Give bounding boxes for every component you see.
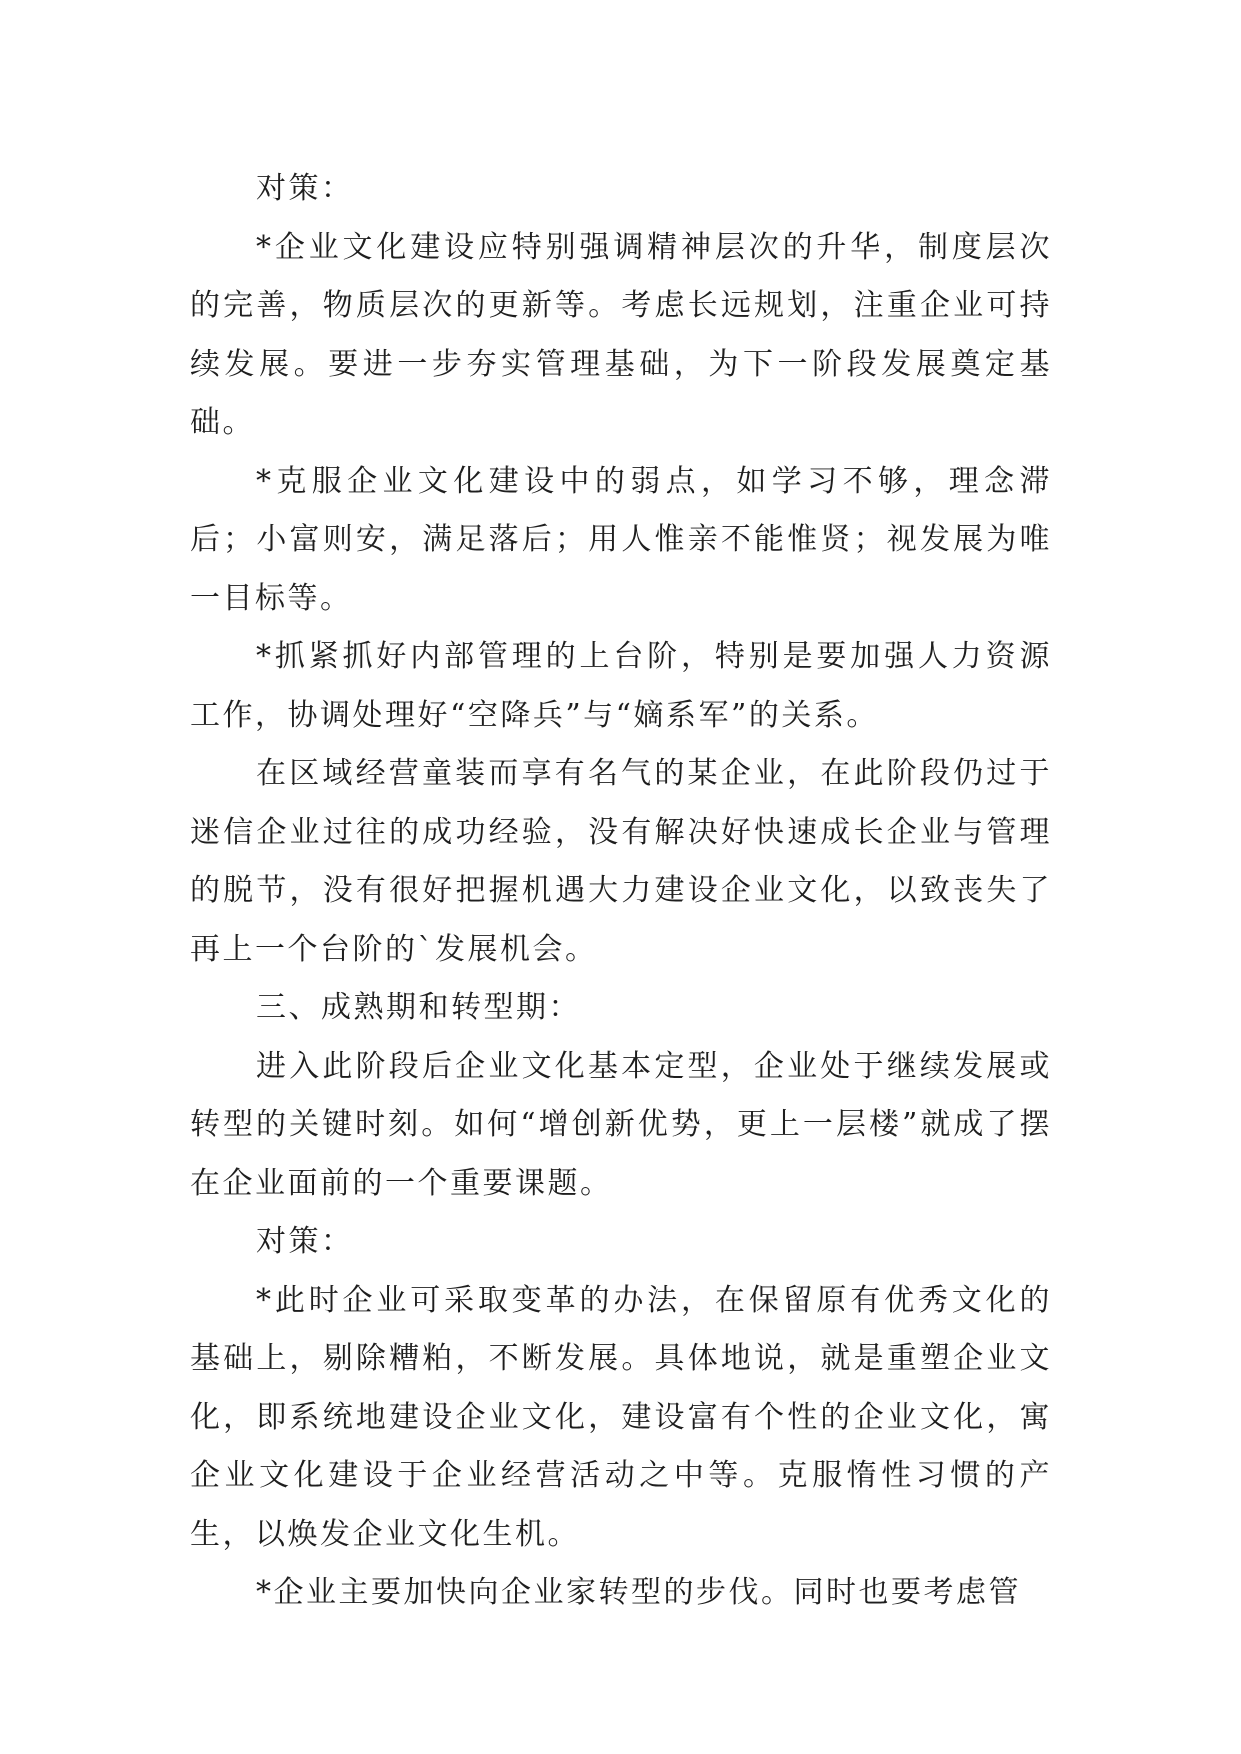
paragraph-culture-building: *企业文化建设应特别强调精神层次的升华，制度层次的完善，物质层次的更新等。考虑长远规划，注重企业可持续发展。要进一步夯实管理基础，为下一阶段发展奠定基础。 <box>190 229 1052 440</box>
paragraph-maturity-stage: 进入此阶段后企业文化基本定型，企业处于继续发展或转型的关键时刻。如何“增创新优势，更上一层楼”就成了摆在企业面前的一个重要课题。 <box>190 1048 1052 1201</box>
paragraph-entrepreneur-transition: *企业主要加快向企业家转型的步伐。同时也要考虑管 <box>256 1575 1021 1610</box>
paragraph-countermeasure-heading: 对策： <box>256 171 354 206</box>
paragraph-overcome-weakness: *克服企业文化建设中的弱点，如学习不够，理念滞后；小富则安，满足落后；用人惟亲不能惟贤；视发展为唯一目标等。 <box>190 463 1052 616</box>
paragraph-internal-management: *抓紧抓好内部管理的上台阶，特别是要加强人力资源工作，协调处理好“空降兵”与“嫡系军”的关系。 <box>190 639 1052 733</box>
paragraph-reform-method: *此时企业可采取变革的办法，在保留原有优秀文化的基础上，剔除糟粕，不断发展。具体地说，就是重塑企业文化，即系统地建设企业文化，建设富有个性的企业文化，寓企业文化建设于企业经营活动之中等。克服惰性习惯的产生，以焕发企业文化生机。 <box>190 1282 1052 1552</box>
paragraph-countermeasure-heading-2: 对策： <box>256 1224 354 1259</box>
document-body <box>190 160 1052 1623</box>
section-heading-maturity: 三、成熟期和转型期： <box>256 990 581 1025</box>
paragraph-case-example: 在区域经营童装而享有名气的某企业，在此阶段仍过于迷信企业过往的成功经验，没有解决好快速成长企业与管理的脱节，没有很好把握机遇大力建设企业文化，以致丧失了再上一个台阶的`发展机会。 <box>190 756 1052 967</box>
